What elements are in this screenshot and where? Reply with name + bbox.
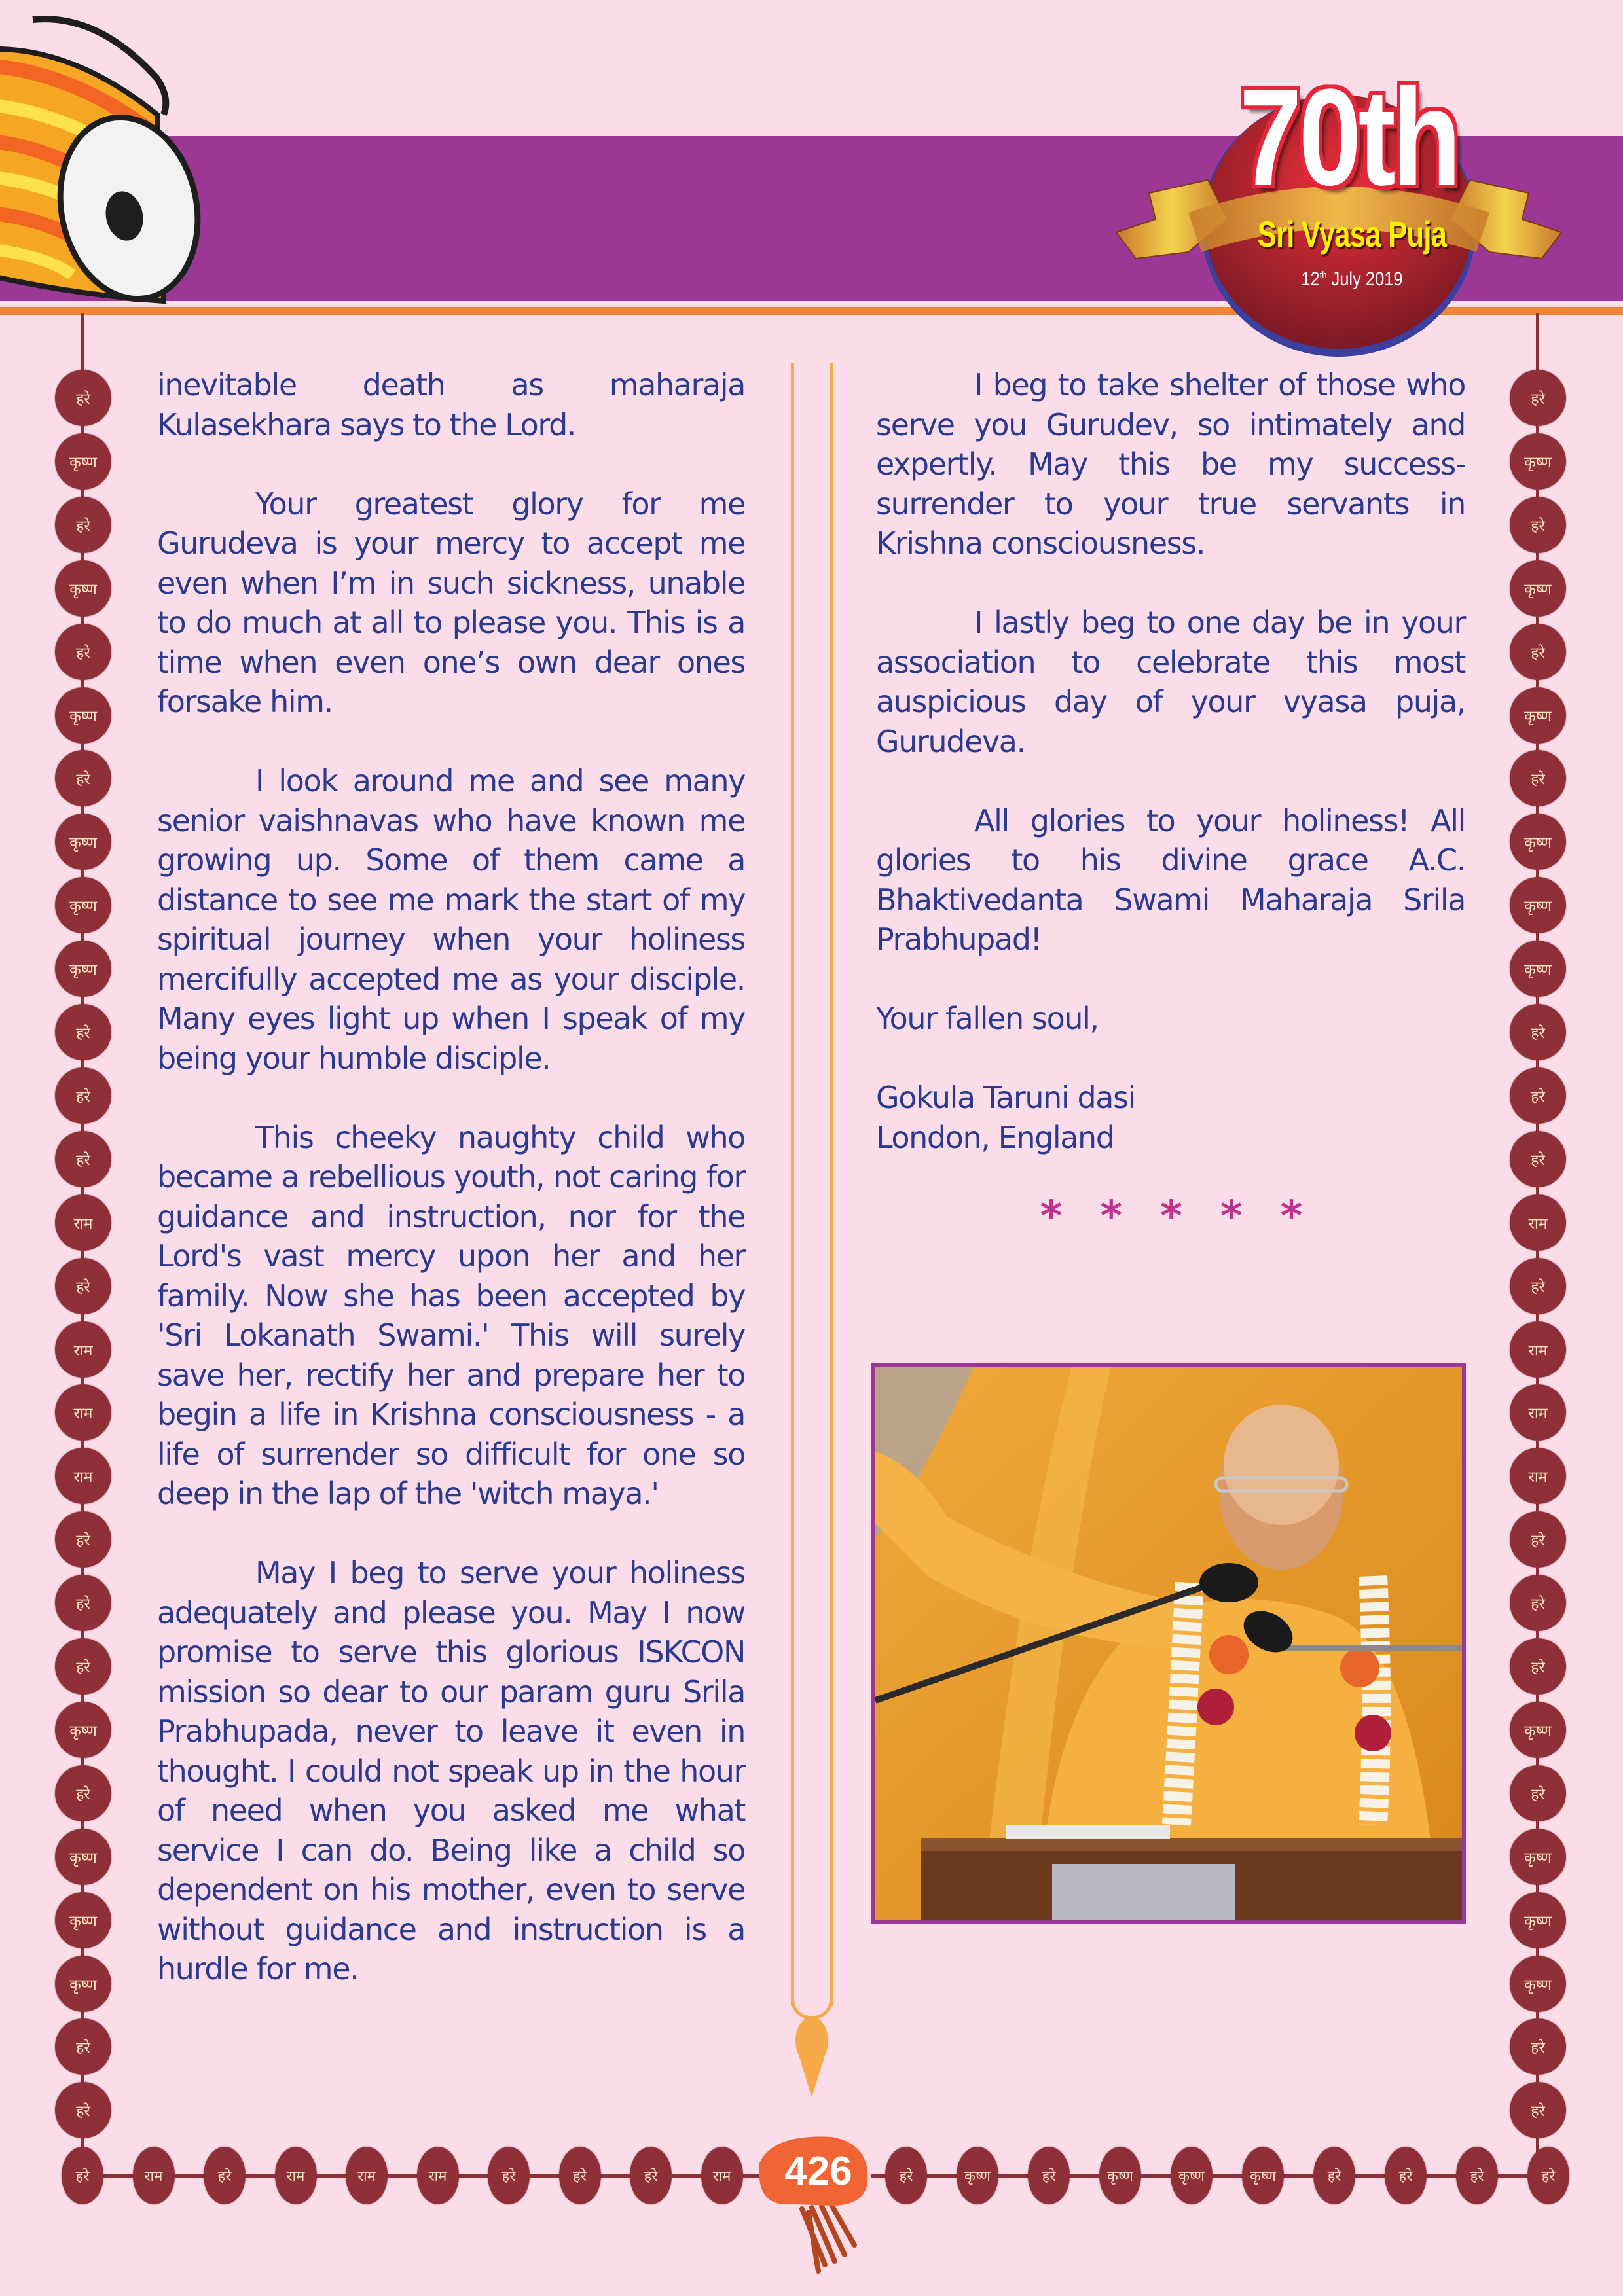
mantra-bead <box>1510 1892 1566 1948</box>
mantra-bead <box>1510 497 1566 553</box>
mantra-bead <box>275 2147 317 2204</box>
bead-label: राम <box>357 2168 376 2185</box>
mantra-bead <box>55 497 111 553</box>
bead-label: कृष्ण <box>69 1722 97 1740</box>
mantra-bead <box>55 1004 111 1060</box>
mantra-bead <box>701 2147 743 2204</box>
bead-label: हरे <box>76 517 90 535</box>
bead-label: कृष्ण <box>1524 1912 1552 1930</box>
date-suffix: th <box>1319 270 1327 281</box>
mantra-bead <box>55 1829 111 1885</box>
mantra-bead <box>55 1702 111 1758</box>
mantra-bead <box>630 2147 672 2204</box>
bead-label: कृष्ण <box>69 898 97 916</box>
mantra-bead <box>55 624 111 680</box>
bead-label: राम <box>428 2168 447 2185</box>
bead-label: हरे <box>76 2039 90 2057</box>
bead-label: हरे <box>1531 1088 1545 1105</box>
bead-label: कृष्ण <box>69 1849 97 1867</box>
mridanga-drum-icon <box>0 0 210 321</box>
mantra-bead <box>1510 814 1566 870</box>
bead-label: हरे <box>644 2168 658 2185</box>
mantra-bead <box>55 687 111 744</box>
mantra-bead <box>55 877 111 933</box>
bead-label: हरे <box>76 1278 90 1296</box>
mantra-bead <box>204 2147 246 2204</box>
bead-label: राम <box>1528 1405 1548 1423</box>
bead-label: हरे <box>1531 1025 1545 1042</box>
mantra-bead <box>55 1638 111 1695</box>
paragraph: May I beg to serve your holiness adequately and please you. May I now promise to serve this glorious ISKCON mission so dear to our param guru Srila Prabhupada, never to leave it even in thought. I could not speak up in the hour of need when you asked me what service I can do. Being like a child so dependent on his mother, even to serve without guidance and instruction is a hurdle for me. <box>157 1555 745 1986</box>
bead-label: कृष्ण <box>964 2168 991 2185</box>
bead-label: कृष्ण <box>1524 454 1552 471</box>
mantra-bead <box>1510 624 1566 680</box>
bead-label: हरे <box>76 2103 90 2121</box>
bead-label: राम <box>73 1405 93 1423</box>
mantra-bead <box>55 1956 111 2012</box>
mantra-bead <box>1510 560 1566 617</box>
mantra-bead <box>1171 2147 1213 2204</box>
bead-label: कृष्ण <box>1250 2168 1276 2185</box>
mantra-bead <box>1510 1194 1566 1251</box>
bead-label: कृष्ण <box>1524 581 1552 598</box>
bead-label: हरे <box>501 2168 516 2185</box>
mantra-bead <box>1510 370 1566 426</box>
mantra-bead <box>488 2147 530 2204</box>
mantra-bead <box>1510 1258 1566 1314</box>
mantra-bead <box>1510 1829 1566 1885</box>
mantra-bead <box>55 370 111 426</box>
bead-label: हरे <box>1531 2103 1545 2121</box>
column-divider-left-line <box>791 363 794 2006</box>
bead-label: राम <box>73 1215 93 1232</box>
bead-label: कृष्ण <box>69 454 97 471</box>
mantra-bead <box>1510 1765 1566 1821</box>
bead-label: कृष्ण <box>1524 961 1552 979</box>
mantra-bead <box>55 1511 111 1568</box>
mantra-bead <box>55 560 111 617</box>
signature-location: London, England <box>876 1119 1114 1155</box>
bead-label: हरे <box>76 1785 90 1803</box>
signature-name: Gokula Taruni dasi <box>876 1080 1135 1115</box>
mantra-bead <box>55 1067 111 1124</box>
bead-label: कृष्ण <box>1178 2168 1205 2185</box>
separator-stars: * * * * * <box>1040 1192 1315 1241</box>
mantra-bead <box>55 1131 111 1187</box>
bead-label: हरे <box>1531 644 1545 662</box>
paragraph: This cheeky naughty child who became a rebellious youth, not caring for guidance and instruction, nor for the Lord's vast mercy upon her and her family. Now she has been accepted by 'Sri Lokanath Swami.' This will surely save her, rectify her and prepare her to begin a life in Krishna consciousness - a life of surrender so difficult for one so deep in the lap of the 'witch maya.' <box>157 1119 745 1511</box>
bead-label: हरे <box>76 644 90 662</box>
mantra-bead <box>55 1384 111 1441</box>
mantra-bead <box>1242 2147 1284 2204</box>
bead-label: राम <box>1528 1215 1548 1232</box>
mantra-bead <box>55 1892 111 1948</box>
mantra-bead <box>55 750 111 806</box>
bead-label: कृष्ण <box>1107 2168 1133 2185</box>
mantra-bead <box>1510 1638 1566 1695</box>
mantra-bead <box>1510 1131 1566 1187</box>
paragraph: inevitable death as maharaja Kulasekhara says to the Lord. <box>157 367 745 442</box>
bead-label: राम <box>73 1469 93 1486</box>
bead-label: हरे <box>76 1151 90 1169</box>
bead-label: हरे <box>1470 2168 1484 2185</box>
photo-of-speaker-icon <box>875 1367 1462 1920</box>
bead-label: कृष्ण <box>1524 834 1552 852</box>
bead-label: हरे <box>1531 1785 1545 1803</box>
mantra-bead <box>1510 687 1566 744</box>
mantra-bead <box>1510 1384 1566 1441</box>
bead-label: हरे <box>76 1088 90 1105</box>
mantra-bead <box>133 2147 175 2204</box>
bead-label: हरे <box>1327 2168 1341 2185</box>
mantra-bead <box>1510 1956 1566 2012</box>
paragraph: Your greatest glory for me Gurudeva is your mercy to accept me even when I’m in such sickness, unable to do much at all to please you. This is a time when even one’s own dear ones forsake him. <box>157 486 745 719</box>
bead-label: कृष्ण <box>69 834 97 852</box>
bead-label: कृष्ण <box>1524 1849 1552 1867</box>
bead-label: हरे <box>573 2168 587 2185</box>
bead-label: हरे <box>1531 391 1545 408</box>
mantra-bead <box>559 2147 601 2204</box>
mantra-bead <box>417 2147 459 2204</box>
bead-label: हरे <box>1531 1278 1545 1296</box>
bead-label: कृष्ण <box>69 1976 97 1994</box>
page-number: 426 <box>784 2149 852 2194</box>
bead-label: राम <box>712 2168 731 2185</box>
mantra-bead <box>885 2147 927 2204</box>
mantra-bead <box>55 1258 111 1314</box>
mantra-bead <box>55 941 111 997</box>
date-month-year: July 2019 <box>1331 268 1403 290</box>
bead-label: हरे <box>76 391 90 408</box>
column-divider-right-line <box>830 363 833 2006</box>
bead-label: हरे <box>76 771 90 789</box>
bead-label: हरे <box>76 1532 90 1550</box>
right-column <box>876 365 1465 1241</box>
bead-label: हरे <box>75 2168 90 2185</box>
mantra-bead <box>1510 750 1566 806</box>
mantra-bead <box>55 1194 111 1251</box>
closing: Your fallen soul, <box>876 1001 1099 1036</box>
bead-label: हरे <box>76 1025 90 1042</box>
mantra-bead <box>55 433 111 490</box>
mantra-bead <box>1099 2147 1141 2204</box>
bead-label: हरे <box>1398 2168 1413 2185</box>
mantra-bead <box>1456 2147 1498 2204</box>
mantra-bead <box>55 1448 111 1504</box>
paragraph: I beg to take shelter of those who serve you Gurudev, so intimately and expertly. May this be my success-surrender to your true servants in Krishna consciousness. <box>876 367 1465 561</box>
bead-label: हरे <box>1531 1532 1545 1550</box>
speaker-photo <box>871 1363 1466 1924</box>
badge-number: 70th <box>1239 60 1459 214</box>
bead-label: हरे <box>76 1659 90 1676</box>
bead-label: हरे <box>217 2168 232 2185</box>
bead-label: हरे <box>1541 2168 1556 2185</box>
bead-label: कृष्ण <box>1524 1976 1552 1994</box>
mantra-bead <box>1527 2147 1569 2204</box>
mantra-bead <box>1510 2018 1566 2075</box>
bead-label: राम <box>1528 1469 1548 1486</box>
bead-label: राम <box>1528 1342 1548 1359</box>
pendant-drop-icon <box>789 2016 835 2101</box>
bead-label: हरे <box>1531 2039 1545 2057</box>
mantra-bead <box>1313 2147 1355 2204</box>
mantra-bead <box>1510 433 1566 490</box>
bead-label: हरे <box>1531 1659 1545 1676</box>
bead-label: राम <box>73 1342 93 1359</box>
bead-label: कृष्ण <box>1524 1722 1552 1740</box>
mantra-bead <box>55 2018 111 2075</box>
paragraph: I look around me and see many senior vaishnavas who have known me growing up. Some of them came a distance to see me mark the start of my spiritual journey when your holiness mercifully accepted me as your disciple. Many eyes light up when I speak of my being your humble disciple. <box>157 763 745 1076</box>
paragraph: All glories to your holiness! All glories to his divine grace A.C. Bhaktivedanta Swami Maharaja Srila Prabhupad! <box>876 802 1465 957</box>
bead-label: कृष्ण <box>69 961 97 979</box>
date-day: 12 <box>1301 268 1320 290</box>
mantra-bead <box>1385 2147 1427 2204</box>
mantra-bead <box>957 2147 998 2204</box>
mantra-bead <box>1510 1702 1566 1758</box>
bead-label: राम <box>286 2168 305 2185</box>
bead-label: कृष्ण <box>69 581 97 598</box>
mantra-bead <box>1510 1321 1566 1378</box>
bead-label: हरे <box>1042 2168 1056 2185</box>
bead-label: कृष्ण <box>69 1912 97 1930</box>
mantra-bead <box>1510 941 1566 997</box>
left-column <box>157 365 745 2028</box>
column-divider-loop <box>791 1977 833 2019</box>
mantra-bead <box>1510 1067 1566 1124</box>
bead-label: कृष्ण <box>1524 898 1552 916</box>
bead-label: कृष्ण <box>69 708 97 725</box>
badge-title: Sri Vyasa Puja <box>1257 213 1447 255</box>
mantra-bead <box>55 1575 111 1631</box>
bead-label: हरे <box>1531 1596 1545 1613</box>
mantra-bead <box>55 2082 111 2138</box>
bead-label: हरे <box>76 1596 90 1613</box>
bead-label: कृष्ण <box>1524 708 1552 725</box>
bead-label: हरे <box>899 2168 913 2185</box>
mantra-bead <box>1510 877 1566 933</box>
mantra-bead <box>1510 1448 1566 1504</box>
mantra-bead <box>55 1765 111 1821</box>
bead-label: राम <box>144 2168 163 2185</box>
mantra-bead <box>1028 2147 1070 2204</box>
bead-label: हरे <box>1531 771 1545 789</box>
mantra-bead <box>1510 1511 1566 1568</box>
mantra-bead <box>1510 1004 1566 1060</box>
mantra-bead <box>55 1321 111 1378</box>
mantra-bead <box>1510 2082 1566 2138</box>
paragraph: I lastly beg to one day be in your association to celebrate this most auspicious day of your vyasa puja, Gurudeva. <box>876 605 1465 759</box>
mantra-bead <box>62 2147 103 2204</box>
bead-label: हरे <box>1531 1151 1545 1169</box>
mantra-bead <box>55 814 111 870</box>
mantra-bead <box>1510 1575 1566 1631</box>
mantra-bead <box>346 2147 388 2204</box>
bead-label: हरे <box>1531 517 1545 535</box>
badge-date <box>1235 268 1469 291</box>
anniversary-badge <box>1110 62 1568 357</box>
